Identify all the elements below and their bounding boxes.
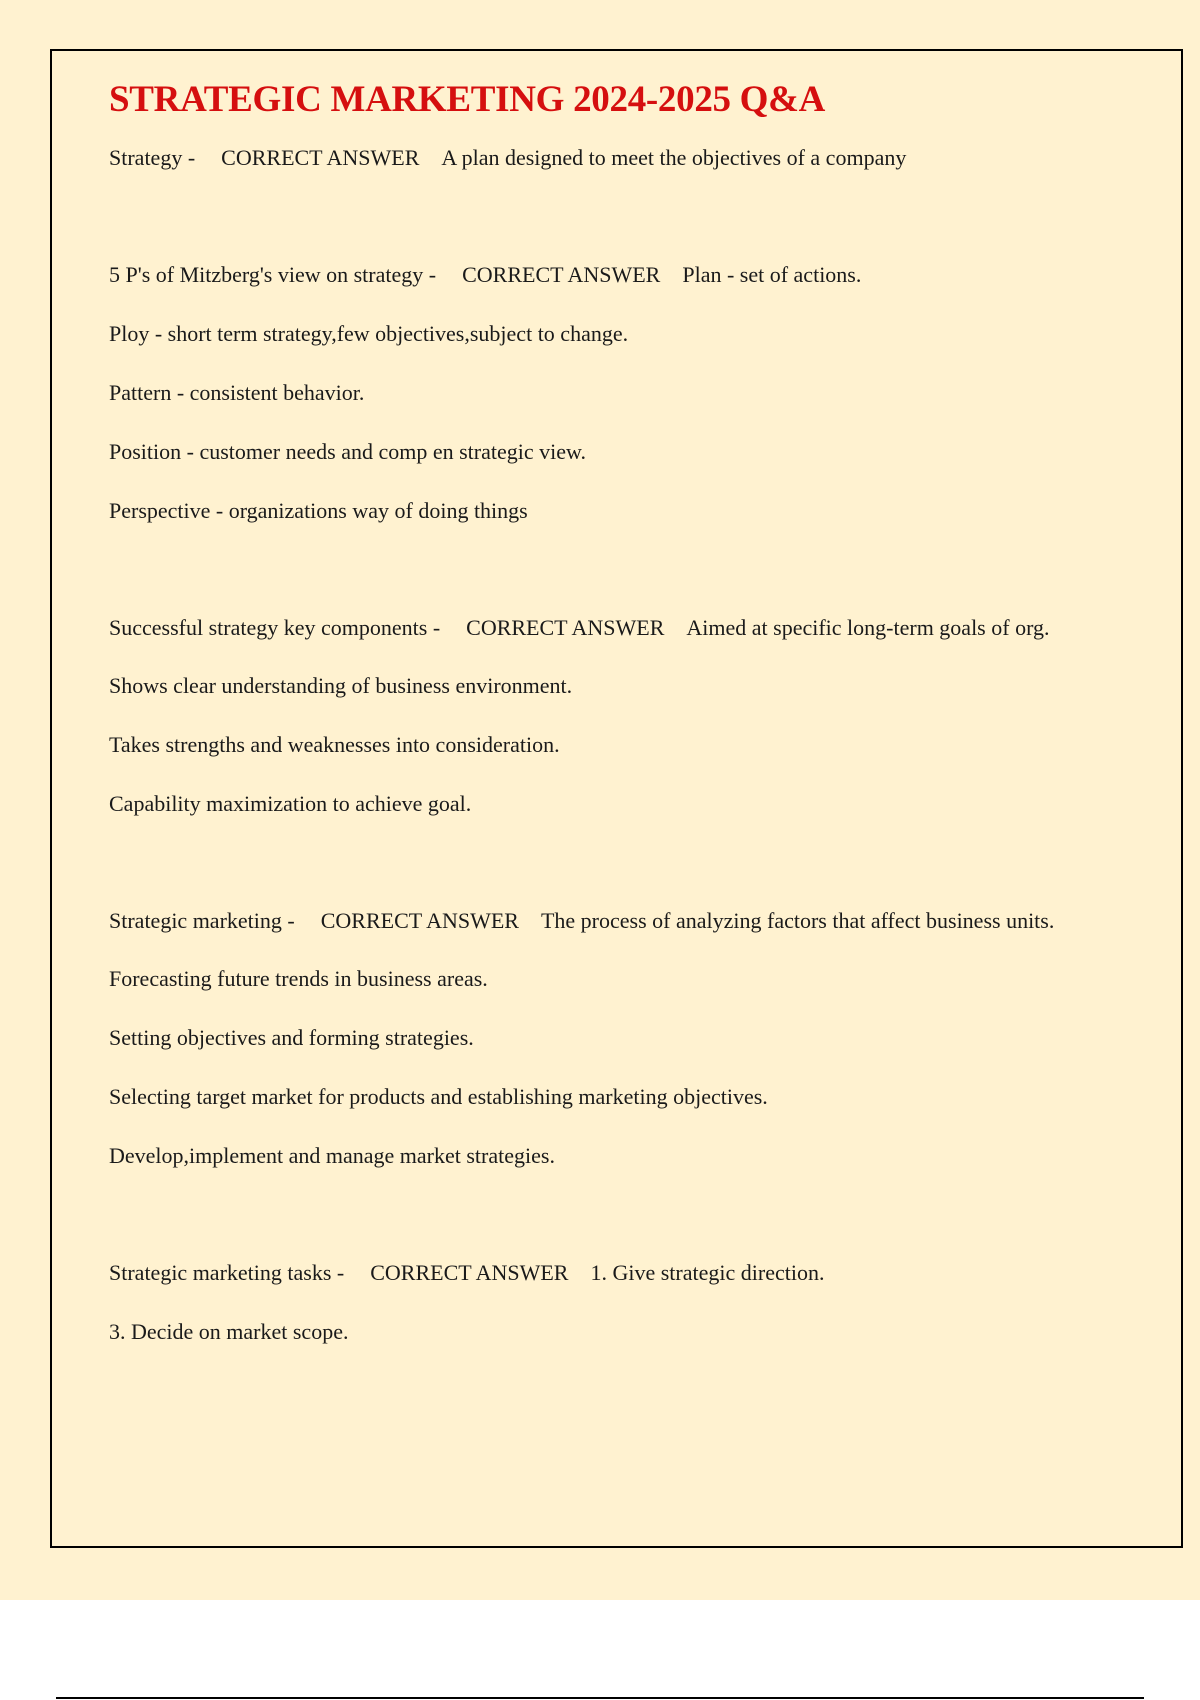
correct-answer-label: CORRECT ANSWER xyxy=(221,145,420,170)
correct-answer-label: CORRECT ANSWER xyxy=(320,908,519,933)
qa-question-line xyxy=(109,253,1119,297)
answer-line: Forecasting future trends in business areas. xyxy=(109,966,488,991)
answer-line: Shows clear understanding of business environment. xyxy=(109,673,573,698)
answer-text: Aimed at specific long-term goals of org. xyxy=(686,615,1050,640)
correct-answer-label: CORRECT ANSWER xyxy=(462,262,661,287)
answer-line: Develop,implement and manage market strategies. xyxy=(109,1143,555,1168)
answer-line: Ploy - short term strategy,few objectives,subject to change. xyxy=(109,321,629,346)
question-text: Strategic marketing tasks - xyxy=(109,1260,345,1285)
footer-divider xyxy=(56,1697,1144,1699)
answer-line: 3. Decide on market scope. xyxy=(109,1319,349,1344)
qa-question-line xyxy=(109,606,1119,649)
answer-text: Plan - set of actions. xyxy=(682,262,862,287)
qa-question-line xyxy=(109,1251,1119,1295)
question-text: Strategy - xyxy=(109,145,196,170)
question-text: Strategic marketing - xyxy=(109,908,295,933)
answer-line: Setting objectives and forming strategies. xyxy=(109,1025,474,1050)
answer-text: The process of analyzing factors that affect business units. xyxy=(540,908,1055,933)
question-text: 5 P's of Mitzberg's view on strategy - xyxy=(109,262,437,287)
answer-line: Position - customer needs and comp en strategic view. xyxy=(109,439,586,464)
document-body xyxy=(109,72,1119,1354)
answer-line: Pattern - consistent behavior. xyxy=(109,380,365,405)
question-text: Successful strategy key components - xyxy=(109,615,441,640)
answer-line: Capability maximization to achieve goal. xyxy=(109,791,472,816)
qa-question-line xyxy=(109,136,1119,180)
correct-answer-label: CORRECT ANSWER xyxy=(466,615,665,640)
answer-text: 1. Give strategic direction. xyxy=(590,1260,825,1285)
answer-text: A plan designed to meet the objectives of a company xyxy=(441,145,907,170)
answer-line: Perspective - organizations way of doing things xyxy=(109,498,528,523)
correct-answer-label: CORRECT ANSWER xyxy=(370,1260,569,1285)
qa-question-line xyxy=(109,899,1119,942)
answer-line: Takes strengths and weaknesses into consideration. xyxy=(109,732,560,757)
answer-line: Selecting target market for products and establishing marketing objectives. xyxy=(109,1084,768,1109)
document-title: STRATEGIC MARKETING 2024-2025 Q&A xyxy=(109,79,826,120)
